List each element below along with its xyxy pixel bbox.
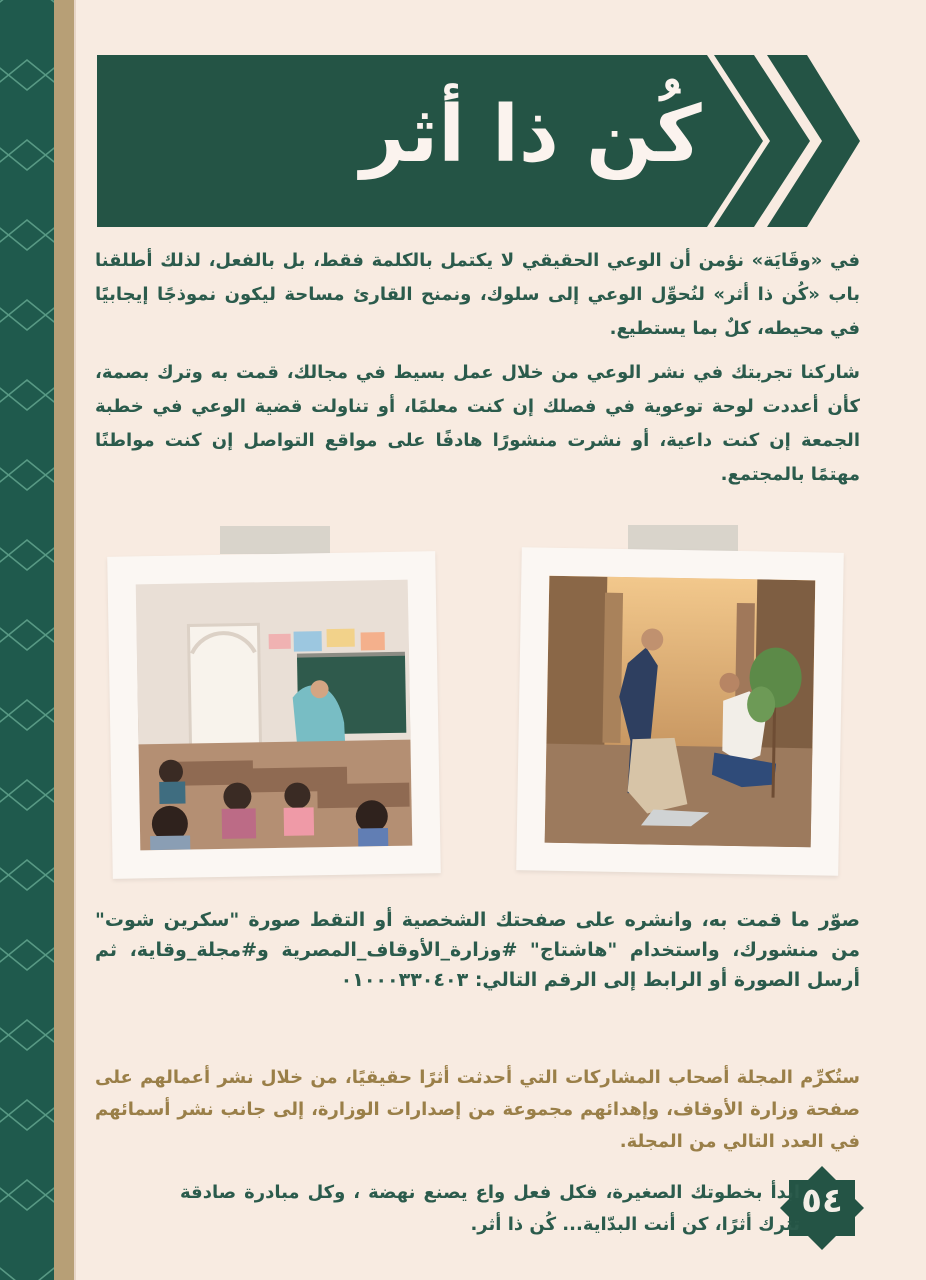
instructions-paragraph: صوّر ما قمت به، وانشره على صفحتك الشخصية أو التقط صورة "سكرين شوت" من منشورك، واستخدام "هاشتاج" #وزارة_الأوقاف_المصرية و#مجلة_وقاية، ثم أرسل الصورة أو الرابط إلى الرقم التالي: ٠١٠٠٠٣٣٠٤٠٣ (95, 909, 860, 991)
left-decorative-pattern (0, 0, 54, 1280)
page-number: ٥٤ (801, 1181, 843, 1221)
classroom-photo (107, 551, 441, 879)
geometric-pattern-icon (0, 0, 54, 1280)
share-paragraph: شاركنا تجربتك في نشر الوعي من خلال عمل بسيط في مجالك، قمت به وترك بصمة، كأن أعددت لوحة توعوية في فصلك إن كنت معلمًا، أو تناولت قضية الوعي في خطبة الجمعة إن كنت داعية، أو نشرت منشورًا هادفًا على مواقع التواصل إن كنت مواطنًا مهتمًا بالمجتمع. (95, 362, 860, 485)
classroom-image (136, 580, 413, 851)
street-cleanup-photo (516, 547, 844, 876)
page-edge-line (74, 0, 76, 1280)
intro-paragraph: في «وقَايَة» نؤمن أن الوعي الحقيقي لا يكتمل بالكلمة فقط، بل بالفعل، لذلك أطلقنا باب «كُن ذا أثر» لنُحوِّل الوعي إلى سلوك، ونمنح القارئ مساحة ليكون نموذجًا إيجابيًا في محيطه، كلٌ بما يستطيع. (95, 250, 860, 339)
classroom-scene-icon (136, 580, 413, 851)
page-title: كُن ذا أثر (360, 90, 702, 180)
gold-border-strip (54, 0, 74, 1280)
photo-tape (220, 526, 330, 554)
street-cleanup-image (545, 576, 816, 848)
street-scene-icon (545, 576, 816, 848)
closing-paragraph: ابدأ بخطوتك الصغيرة، فكل فعل واع يصنع نهضة ، وكل مبادرة صادقة تترك أثرًا، كن أنت البدّاية... كُن ذا أثر. (180, 1182, 800, 1235)
recognition-paragraph: ستُكرِّم المجلة أصحاب المشاركات التي أحدثت أثرًا حقيقيًا، من خلال نشر أعمالهم على صفحة وزارة الأوقاف، وإهدائهم مجموعة من إصدارات الوزارة، إلى جانب نشر أسمائهم في العدد التالي من المجلة. (95, 1067, 860, 1152)
